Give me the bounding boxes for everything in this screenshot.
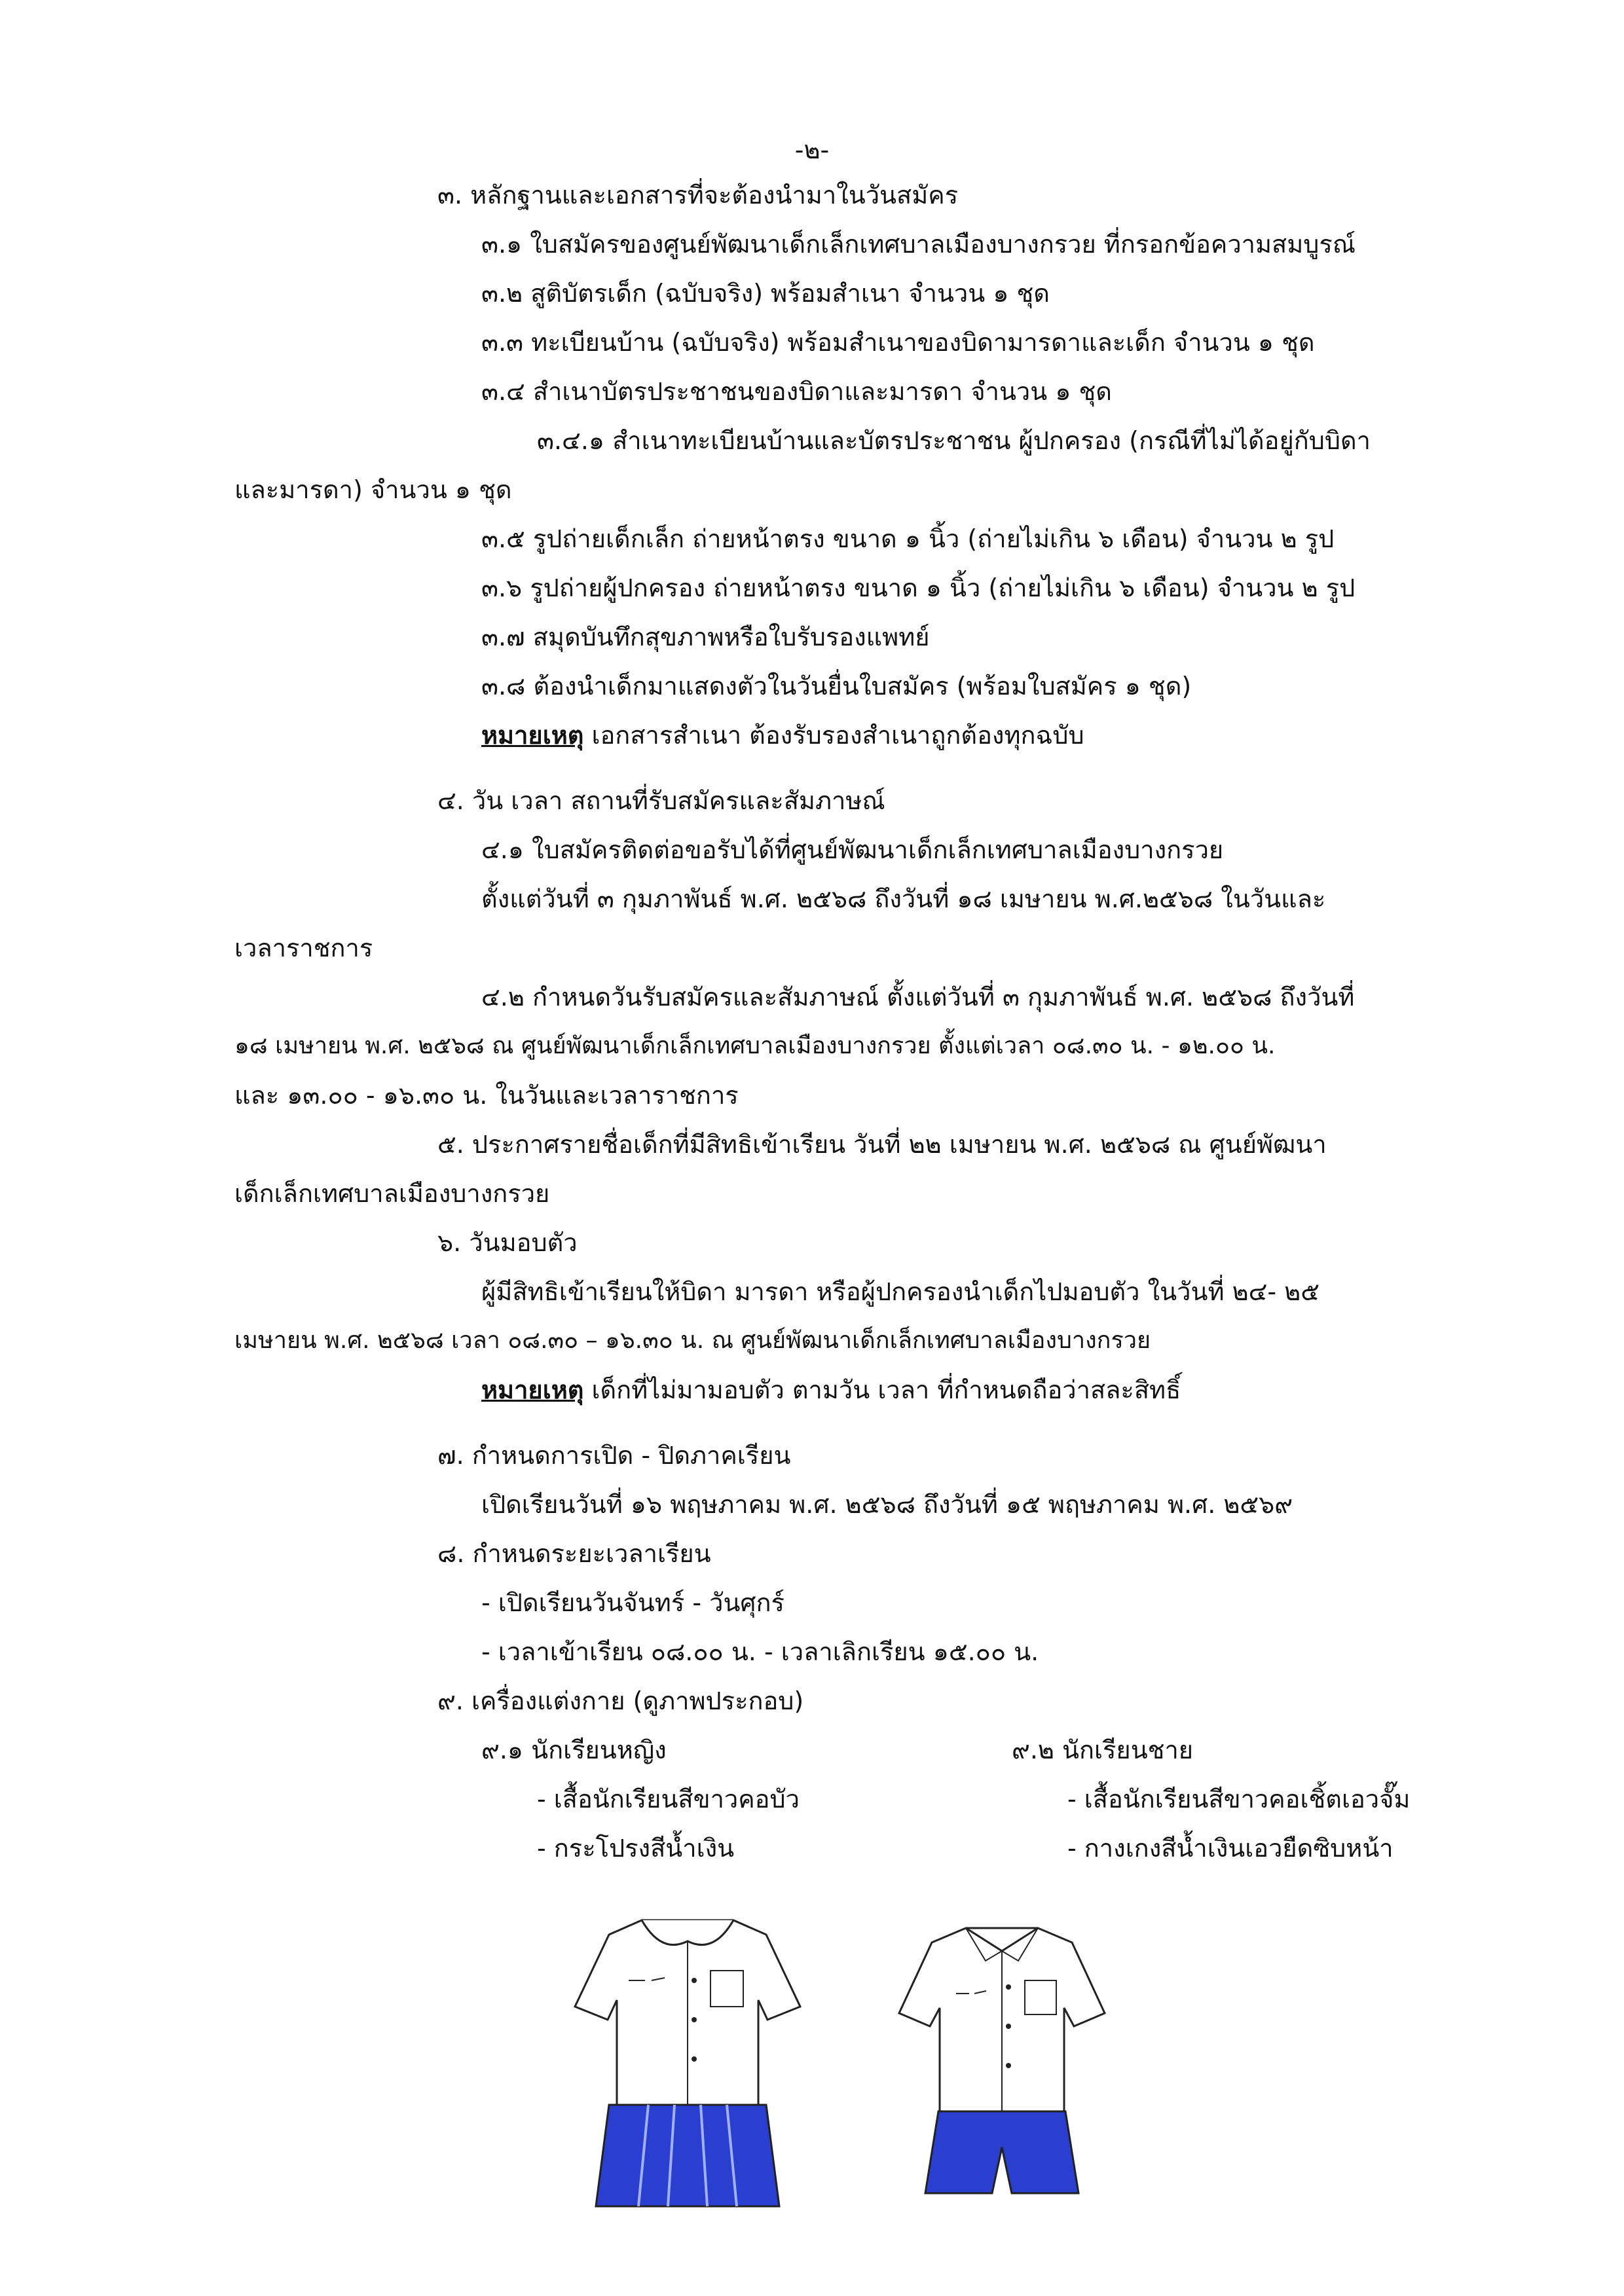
section-4-paragraph-2: ๑๘ เมษายน พ.ศ. ๒๕๖๘ ณ ศูนย์พัฒนาเด็กเล็กเทศบาลเมืองบางกรวย ตั้งแต่เวลา ๐๘.๓๐ น. - ๑๒.๐๐ น. — [234, 1032, 1276, 1059]
section-4-heading: ๔. วัน เวลา สถานที่รับสมัครและสัมภาษณ์ — [437, 786, 885, 815]
section-7-heading: ๗. กำหนดการเปิด - ปิดภาคเรียน — [437, 1441, 791, 1470]
section-3-subitem: ๓.๔.๑ สำเนาทะเบียนบ้านและบัตรประชาชน ผู้ปกครอง (กรณีที่ไม่ได้อยู่กับบิดา — [537, 426, 1371, 455]
section-3-note — [481, 716, 1084, 755]
section-3-heading: ๓. หลักฐานและเอกสารที่จะต้องนำมาในวันสมัคร — [437, 181, 959, 210]
girls-heading: ๙.๑ นักเรียนหญิง — [481, 1736, 667, 1764]
note-text: เด็กที่ไม่มามอบตัว ตามวัน เวลา ที่กำหนดถือว่าสละสิทธิ์ — [583, 1376, 1181, 1404]
section-4-paragraph-2: และ ๑๓.๐๐ - ๑๖.๓๐ น. ในวันและเวลาราชการ — [234, 1081, 739, 1110]
note-text: เอกสารสำเนา ต้องรับรองสำเนาถูกต้องทุกฉบับ — [583, 721, 1084, 750]
section-3-subitem-cont: และมารดา) จำนวน ๑ ชุด — [234, 475, 512, 504]
section-6-text: เมษายน พ.ศ. ๒๕๖๘ เวลา ๐๘.๓๐ – ๑๖.๓๐ น. ณ ศูนย์พัฒนาเด็กเล็กเทศบาลเมืองบางกรวย — [234, 1327, 1151, 1354]
section-3-item: ๓.๒ สูติบัตรเด็ก (ฉบับจริง) พร้อมสำเนา จำนวน ๑ ชุด — [481, 279, 1050, 308]
section-5-text: ๕. ประกาศรายชื่อเด็กที่มีสิทธิเข้าเรียน วันที่ ๒๒ เมษายน พ.ศ. ๒๕๖๘ ณ ศูนย์พัฒนา — [437, 1130, 1327, 1159]
section-6-heading: ๖. วันมอบตัว — [437, 1228, 578, 1257]
section-9-heading: ๙. เครื่องแต่งกาย (ดูภาพประกอบ) — [437, 1686, 804, 1715]
boys-item: - กางเกงสีน้ำเงินเอวยืดซิบหน้า — [1067, 1834, 1393, 1863]
section-8-item: - เปิดเรียนวันจันทร์ - วันศุกร์ — [481, 1588, 784, 1617]
section-3-item: ๓.๗ สมุดบันทึกสุขภาพหรือใบรับรองแพทย์ — [481, 623, 930, 651]
section-4-paragraph-1: ตั้งแต่วันที่ ๓ กุมภาพันธ์ พ.ศ. ๒๕๖๘ ถึงวันที่ ๑๘ เมษายน พ.ศ.๒๕๖๘ ในวันและ — [481, 884, 1326, 913]
girls-item: - กระโปรงสีน้ำเงิน — [537, 1834, 735, 1863]
boys-heading: ๙.๒ นักเรียนชาย — [1012, 1736, 1194, 1764]
page-number: -๒- — [794, 136, 830, 164]
section-3-item: ๓.๕ รูปถ่ายเด็กเล็ก ถ่ายหน้าตรง ขนาด ๑ นิ้ว (ถ่ายไม่เกิน ๖ เดือน) จำนวน ๒ รูป — [481, 524, 1335, 553]
section-5-text: เด็กเล็กเทศบาลเมืองบางกรวย — [234, 1179, 550, 1208]
note-label: หมายเหตุ — [481, 1376, 584, 1404]
section-3-item: ๓.๔ สำเนาบัตรประชาชนของบิดาและมารดา จำนวน ๑ ชุด — [481, 377, 1112, 406]
section-4-paragraph-2: ๔.๒ กำหนดวันรับสมัครและสัมภาษณ์ ตั้งแต่วันที่ ๓ กุมภาพันธ์ พ.ศ. ๒๕๖๘ ถึงวันที่ — [481, 983, 1355, 1011]
section-8-item: - เวลาเข้าเรียน ๐๘.๐๐ น. - เวลาเลิกเรียน ๑๕.๐๐ น. — [481, 1637, 1039, 1666]
section-6-text: ผู้มีสิทธิเข้าเรียนให้บิดา มารดา หรือผู้ปกครองนำเด็กไปมอบตัว ในวันที่ ๒๔- ๒๕ — [481, 1277, 1320, 1306]
note-label: หมายเหตุ — [481, 721, 584, 750]
section-4-paragraph-1: ๔.๑ ใบสมัครติดต่อขอรับได้ที่ศูนย์พัฒนาเด็กเล็กเทศบาลเมืองบางกรวย — [481, 835, 1224, 864]
section-3-item: ๓.๖ รูปถ่ายผู้ปกครอง ถ่ายหน้าตรง ขนาด ๑ นิ้ว (ถ่ายไม่เกิน ๖ เดือน) จำนวน ๒ รูป — [481, 574, 1356, 602]
section-4-paragraph-1: เวลาราชการ — [234, 934, 373, 962]
girl-uniform-illustration — [570, 1908, 805, 2210]
section-3-item: ๓.๘ ต้องนำเด็กมาแสดงตัวในวันยื่นใบสมัคร (พร้อมใบสมัคร ๑ ชุด) — [481, 672, 1192, 701]
section-3-item: ๓.๑ ใบสมัครของศูนย์พัฒนาเด็กเล็กเทศบาลเมืองบางกรวย ที่กรอกข้อความสมบูรณ์ — [481, 230, 1356, 259]
section-6-note — [481, 1370, 1181, 1410]
boys-item: - เสื้อนักเรียนสีขาวคอเชิ้ตเอวจั๊ม — [1067, 1785, 1411, 1813]
section-7-text: เปิดเรียนวันที่ ๑๖ พฤษภาคม พ.ศ. ๒๕๖๘ ถึงวันที่ ๑๕ พฤษภาคม พ.ศ. ๒๕๖๙ — [481, 1490, 1293, 1519]
girls-item: - เสื้อนักเรียนสีขาวคอบัว — [537, 1785, 800, 1813]
section-3-item: ๓.๓ ทะเบียนบ้าน (ฉบับจริง) พร้อมสำเนาของบิดามารดาและเด็ก จำนวน ๑ ชุด — [481, 328, 1315, 357]
section-8-heading: ๘. กำหนดระยะเวลาเรียน — [437, 1539, 711, 1568]
boy-uniform-illustration — [894, 1922, 1110, 2196]
